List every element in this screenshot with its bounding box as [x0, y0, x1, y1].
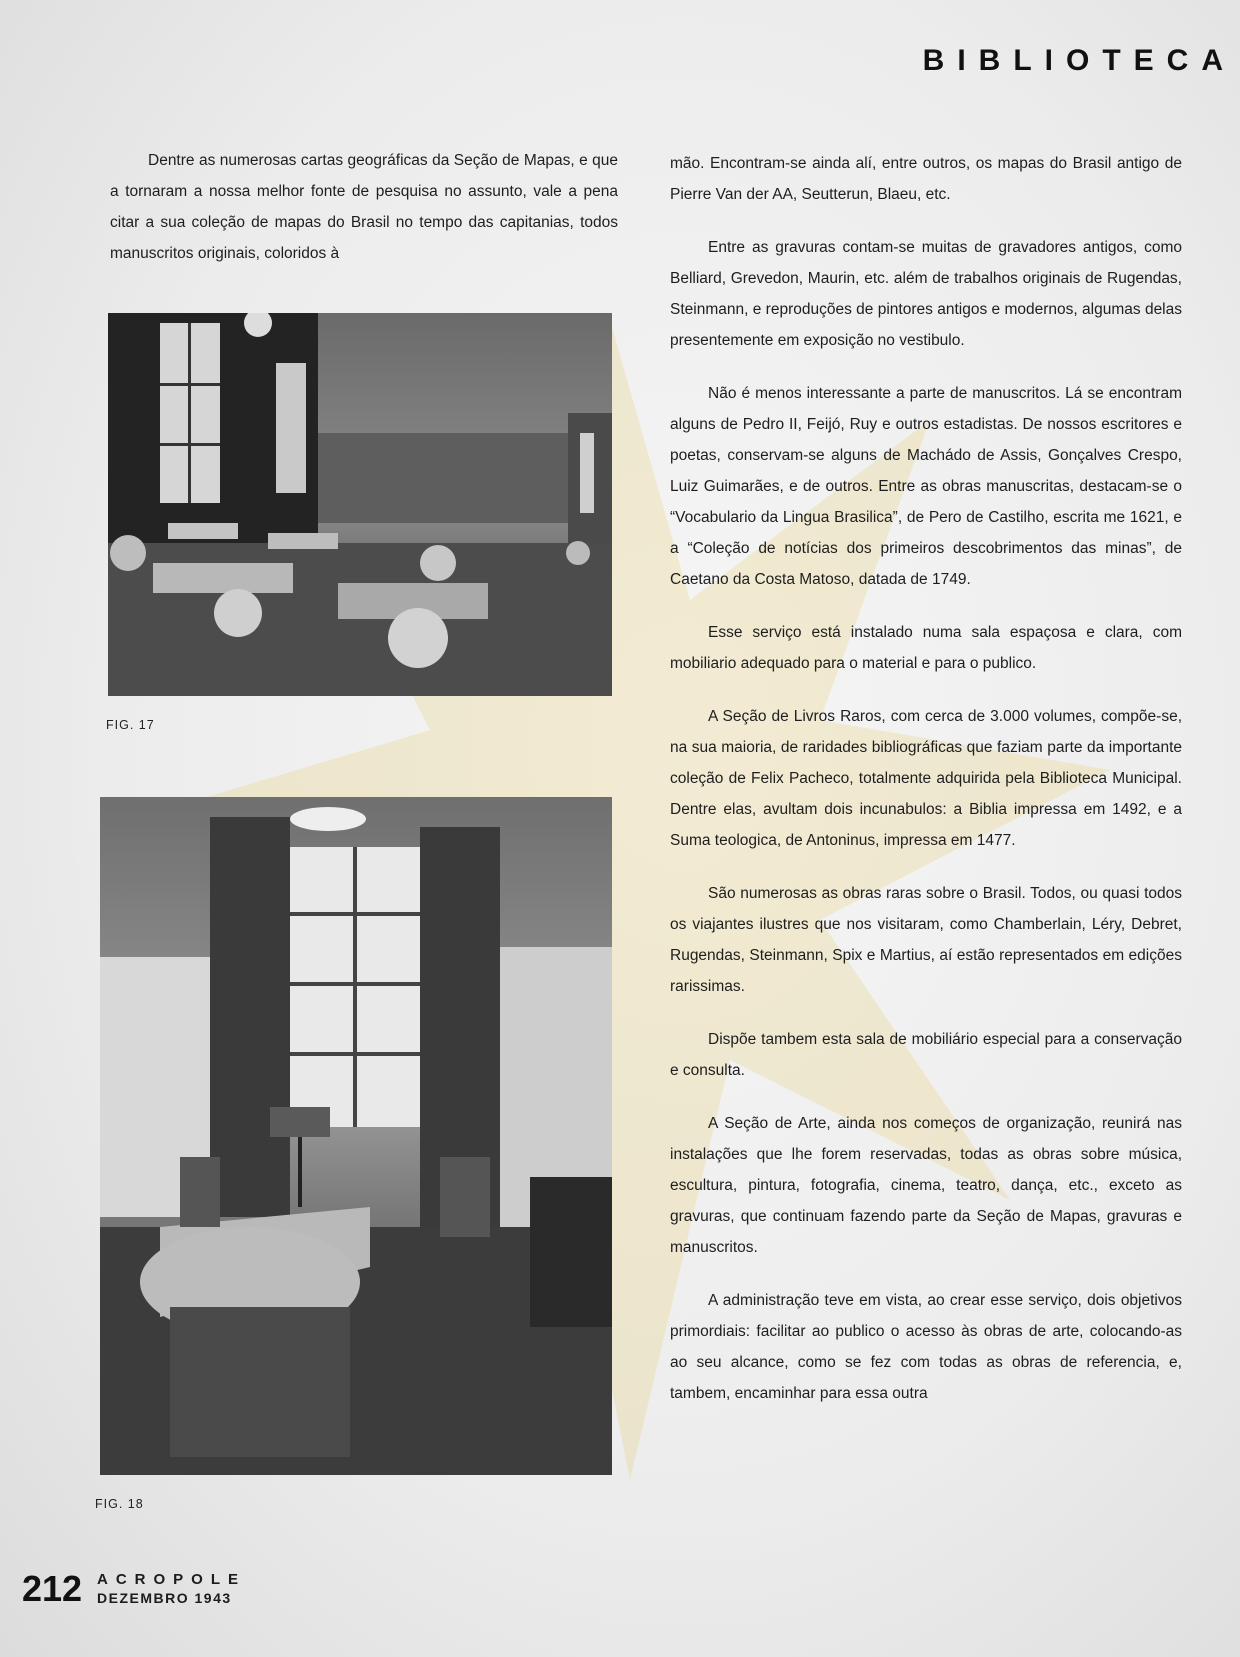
paragraph: Dispõe tambem esta sala de mobiliário especial para a conservação e consulta.	[670, 1031, 1182, 1079]
figure-17-photo	[108, 313, 612, 696]
issue-date: DEZEMBRO 1943	[97, 1590, 232, 1606]
paragraph: Dentre as numerosas cartas geográficas da Seção de Mapas, e que a tornaram a nossa melhor fonte de pesquisa no assunto, vale a pena citar a sua coleção de mapas do Brasil no tempo das capitanias, todos manuscritos originais, coloridos à	[110, 152, 618, 262]
figure-18-caption: FIG. 18	[95, 1497, 144, 1511]
paragraph: A Seção de Livros Raros, com cerca de 3.000 volumes, compõe-se, na sua maioria, de raridades bibliográficas que faziam parte da importante coleção de Felix Pacheco, totalmente adquirida pela Biblioteca Municipal. Dentre elas, avultam dois incunabulos: a Biblia impressa em 1492, e a Suma teologica, de Antoninus, impressa em 1477.	[670, 708, 1182, 849]
paragraph: Entre as gravuras contam-se muitas de gravadores antigos, como Belliard, Grevedon, Maurin, etc. além de trabalhos originais de Rugendas, Steinmann, e reproduções de pintores antigos e modernos, algumas delas presentemente em exposição no vestibulo.	[670, 239, 1182, 349]
paragraph: São numerosas as obras raras sobre o Brasil. Todos, ou quasi todos os viajantes ilustres que nos visitaram, como Chamberlain, Léry, Debret, Rugendas, Steinmann, Spix e Martius, aí estão representados em edições rarissimas.	[670, 885, 1182, 995]
paragraph: A Seção de Arte, ainda nos começos de organização, reunirá nas instalações que lhe forem reservadas, todas as obras sobre música, escultura, pintura, fotografia, cinema, teatro, dança, etc., exceto as gravuras, que continuam fazendo parte da Seção de Mapas, gravuras e manuscritos.	[670, 1115, 1182, 1256]
page-number: 212	[22, 1568, 83, 1609]
paragraph: Não é menos interessante a parte de manuscritos. Lá se encontram alguns de Pedro II, Feijó, Ruy e outros estadistas. De nossos escritores e poetas, conservam-se alguns de Machádo de Assis, Gonçalves Crespo, Luiz Guimarães, e de outros. Entre as obras manuscritas, destacam-se o “Vocabulario da Lingua Brasilica”, de Pero de Castilho, escrita me 1621, e a “Coleção de notícias dos primeiros descobrimentos das minas”, de Caetano da Costa Matoso, datada de 1749.	[670, 385, 1182, 588]
paragraph: mão. Encontram-se ainda alí, entre outros, os mapas do Brasil antigo de Pierre Van der AA, Seutterun, Blaeu, etc.	[670, 155, 1182, 203]
magazine-name: ACROPOLE	[97, 1571, 247, 1588]
figure-18-photo	[100, 797, 612, 1475]
left-column-text	[110, 145, 618, 291]
paragraph: A administração teve em vista, ao crear esse serviço, dois objetivos primordiais: facilitar ao publico o acesso às obras de arte, colocando-as ao seu alcance, como se fez com todas as obras de referencia, e, tambem, encaminhar para essa outra	[670, 1292, 1182, 1402]
figure-17-caption: FIG. 17	[106, 718, 155, 732]
right-column-text	[670, 148, 1182, 1431]
section-title: BIBLIOTECA	[922, 44, 1236, 77]
paragraph: Esse serviço está instalado numa sala espaçosa e clara, com mobiliario adequado para o material e para o publico.	[670, 624, 1182, 672]
